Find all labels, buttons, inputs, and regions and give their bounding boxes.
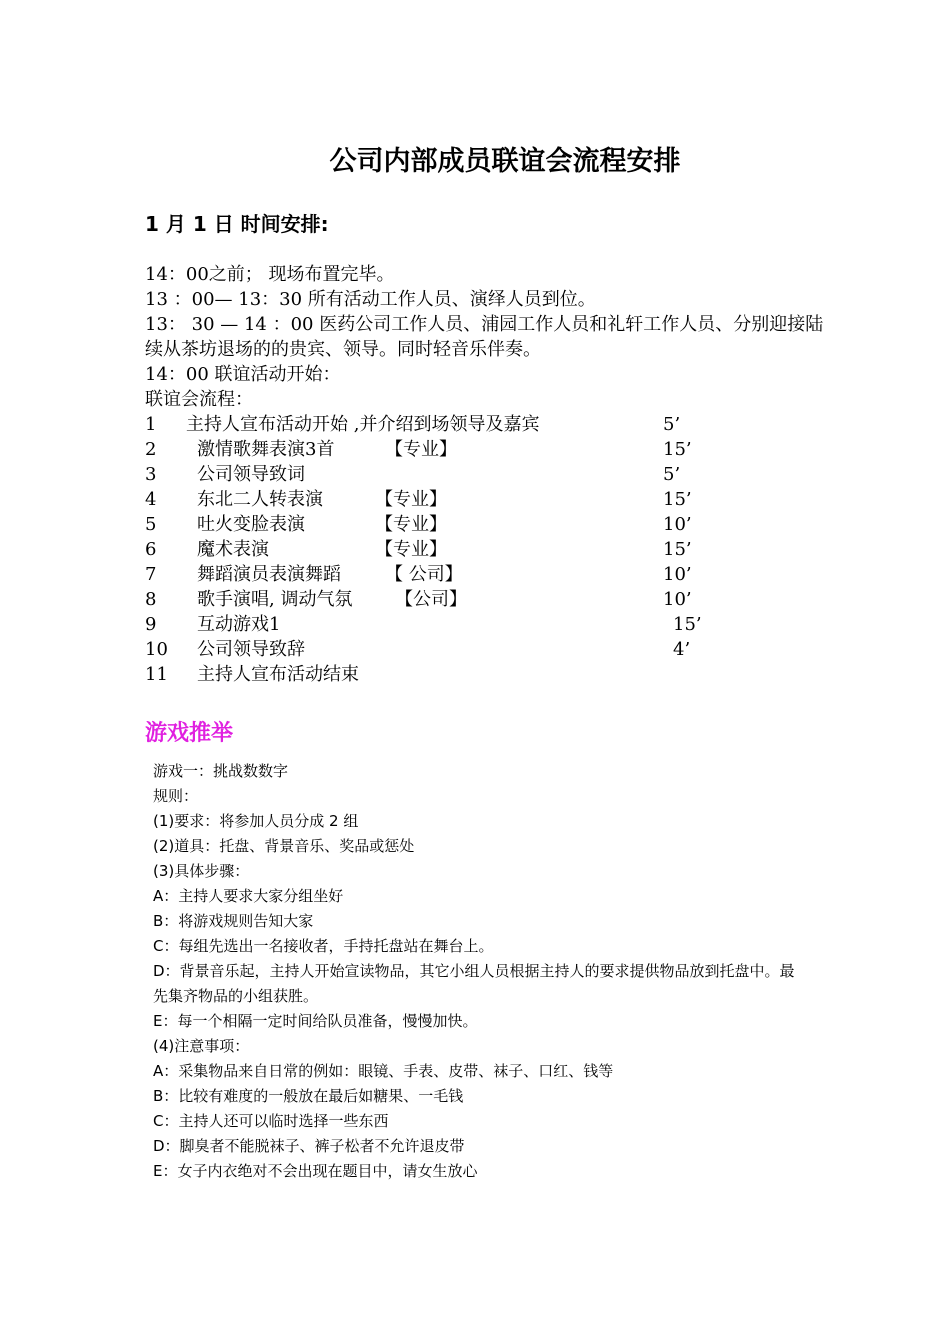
flow-title: 公司领导致词 [197,464,305,485]
flow-duration: 10’ [663,589,692,610]
flow-number: 2 [145,439,157,460]
flow-tag: 【专业】 [375,514,447,535]
flow-number: 10 [145,639,168,660]
flow-row [145,612,845,637]
flow-tag: 【 公司】 [385,564,463,585]
flow-tag: 【专业】 [385,439,457,460]
game-line: (1)要求：将参加人员分成 2 组 [153,812,359,830]
flow-title: 吐火变脸表演 [197,514,305,535]
schedule-section [145,262,825,412]
flow-duration: 5’ [663,414,681,435]
game-line: 游戏一：挑战数数字 [153,762,289,780]
game-line: (4)注意事项： [153,1037,250,1055]
flow-title: 主持人宣布活动开始 ,并介绍到场领导及嘉宾 [186,414,540,435]
flow-heading: 联谊会流程： [145,389,253,410]
flow-row [145,437,845,462]
flow-number: 9 [145,614,157,635]
date-heading: 1 月 1 日 时间安排: [145,212,329,236]
page-title: 公司内部成员联谊会流程安排 [329,146,681,177]
flow-row [145,537,845,562]
flow-duration: 15’ [673,614,702,635]
game-line: (3)具体步骤： [153,862,250,880]
flow-row [145,462,845,487]
flow-duration: 10’ [663,514,692,535]
flow-tag: 【专业】 [375,489,447,510]
flow-duration: 10’ [663,564,692,585]
flow-number: 8 [145,589,157,610]
flow-row [145,562,845,587]
flow-title: 东北二人转表演 [197,489,323,510]
flow-title: 舞蹈演员表演舞蹈 [197,564,341,585]
flow-title: 公司领导致辞 [197,639,305,660]
flow-row [145,587,845,612]
game-line: C：每组先选出一名接收者，手持托盘站在舞台上。 [153,937,494,955]
game-line: 规则： [153,787,199,805]
flow-number: 1 [145,414,157,435]
program-flow-list [145,412,845,687]
flow-row [145,487,845,512]
flow-title: 主持人宣布活动结束 [197,664,359,685]
flow-duration: 15’ [663,439,692,460]
schedule-line: 13 ：00— 13：30 所有活动工作人员、演绎人员到位。 [145,289,596,310]
flow-number: 4 [145,489,157,510]
flow-duration: 15’ [663,539,692,560]
flow-duration: 4’ [673,639,691,660]
schedule-line: 14：00之前； 现场布置完毕。 [145,264,395,285]
flow-title: 魔术表演 [197,539,269,560]
game-line: B：将游戏规则告知大家 [153,912,314,930]
game-line: E：女子内衣绝对不会出现在题目中，请女生放心 [153,1162,478,1180]
flow-row [145,512,845,537]
schedule-line: 14：00 联谊活动开始： [145,364,341,385]
game-line: A：主持人要求大家分组坐好 [153,887,344,905]
flow-row [145,412,845,437]
flow-number: 7 [145,564,157,585]
game-line: C：主持人还可以临时选择一些东西 [153,1112,389,1130]
flow-number: 11 [145,664,168,685]
game-line: E：每一个相隔一定时间给队员准备，慢慢加快。 [153,1012,478,1030]
flow-tag: 【专业】 [375,539,447,560]
flow-number: 3 [145,464,157,485]
schedule-line: 13： 30 — 14 ：00 医药公司工作人员、浦园工作人员和礼轩工作人员、分别迎接陆续从茶坊退场的的贵宾、领导。同时轻音乐伴奏。 [145,314,824,360]
flow-row [145,662,845,687]
game-line: D：背景音乐起，主持人开始宣读物品，其它小组人员根据主持人的要求提供物品放到托盘中。最先集齐物品的小组获胜。 [153,962,795,1005]
game-rules-section [145,759,805,1184]
games-heading: 游戏推举 [145,721,234,746]
flow-title: 互动游戏1 [197,614,281,635]
game-line: B：比较有难度的一般放在最后如糖果、一毛钱 [153,1087,464,1105]
game-line: (2)道具：托盘、背景音乐、奖品或惩处 [153,837,415,855]
flow-duration: 5’ [663,464,681,485]
flow-duration: 15’ [663,489,692,510]
game-line: A：采集物品来自日常的例如：眼镜、手表、皮带、袜子、口红、钱等 [153,1062,614,1080]
flow-tag: 【公司】 [395,589,467,610]
game-line: D：脚臭者不能脱袜子、裤子松者不允许退皮带 [153,1137,465,1155]
flow-row [145,637,845,662]
flow-title: 激情歌舞表演3首 [197,439,335,460]
flow-number: 5 [145,514,157,535]
flow-title: 歌手演唱, 调动气氛 [197,589,353,610]
flow-number: 6 [145,539,157,560]
